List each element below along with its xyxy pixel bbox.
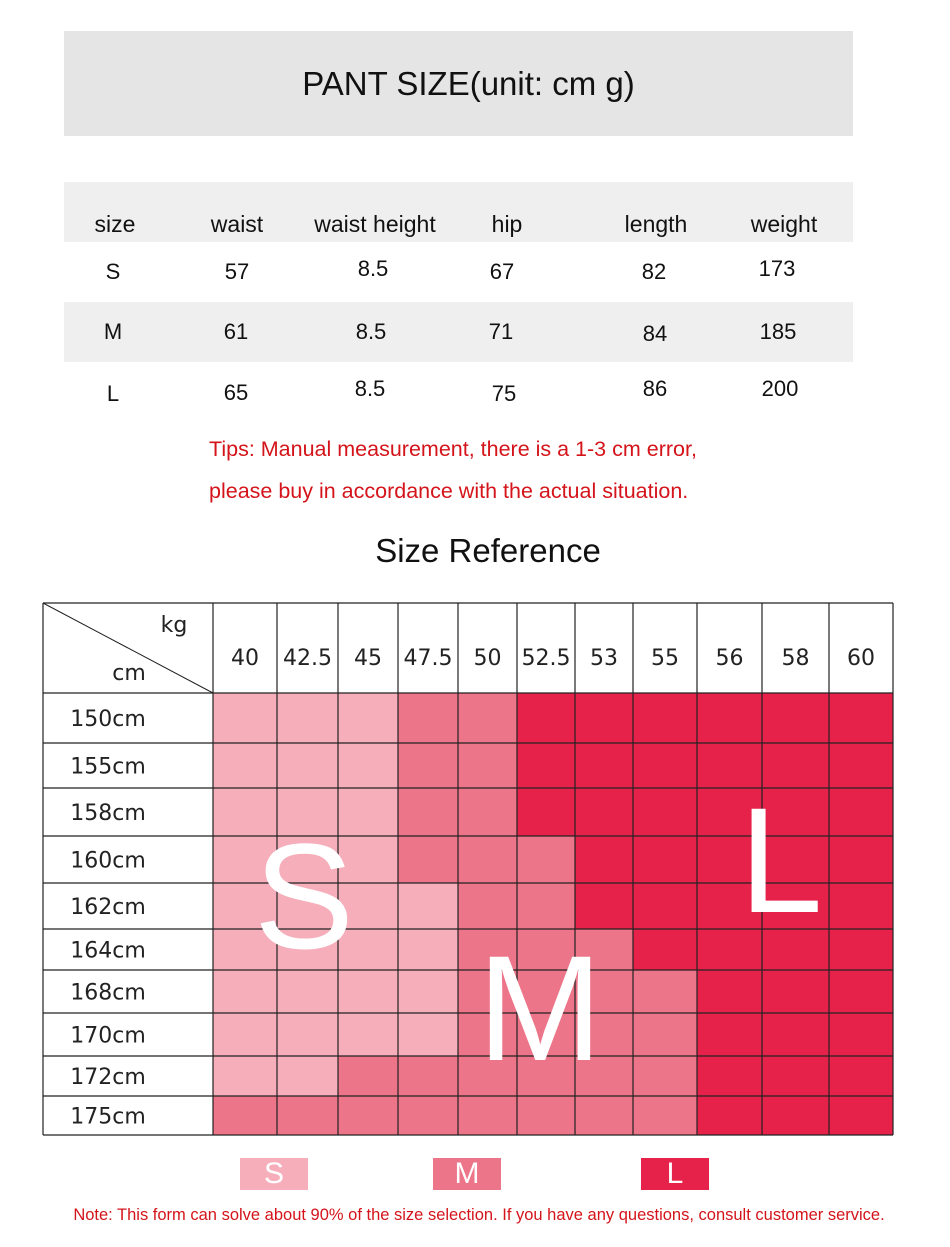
height-label: 160cm <box>70 848 146 874</box>
grid-cell <box>398 693 458 743</box>
grid-cell <box>633 693 697 743</box>
grid-cell <box>697 693 762 743</box>
header-hip: hip <box>491 211 523 237</box>
tips-line-1: Tips: Manual measurement, there is a 1-3 cm error, <box>209 437 697 461</box>
row-m-waist-height: 8.5 <box>355 319 387 344</box>
height-label: 168cm <box>70 980 146 1006</box>
weight-label: 56 <box>715 646 744 671</box>
grid-cell <box>829 929 893 970</box>
grid-cell <box>338 743 398 788</box>
grid-cell <box>277 1013 338 1056</box>
grid-cell <box>762 1013 829 1056</box>
grid-cell <box>458 836 517 883</box>
grid-cell <box>398 929 458 970</box>
grid-cell <box>575 1096 633 1135</box>
weight-label: 53 <box>590 646 618 671</box>
weight-label: 47.5 <box>403 646 453 671</box>
grid-cell <box>277 1056 338 1096</box>
legend-l: L <box>641 1158 709 1190</box>
height-label: 162cm <box>70 895 146 920</box>
row-s-hip: 67 <box>489 259 515 284</box>
grid-cell <box>697 1096 762 1135</box>
grid-cell <box>829 743 893 788</box>
note: Note: This form can solve about 90% of the size selection. If you have any questions, consult customer service. <box>73 1206 885 1224</box>
grid-cell <box>517 788 575 836</box>
grid-cell <box>213 1056 277 1096</box>
grid-cell <box>633 836 697 883</box>
row-s-waist: 57 <box>224 259 250 284</box>
grid-cell <box>575 693 633 743</box>
grid-cell <box>338 1013 398 1056</box>
legend-s: S <box>240 1158 308 1190</box>
grid-cell <box>633 929 697 970</box>
overlay-letter-s: S <box>253 812 355 980</box>
grid-cell <box>213 1096 277 1135</box>
grid-cell <box>338 1096 398 1135</box>
overlay-letter-l: L <box>739 776 823 944</box>
grid-cell <box>633 970 697 1013</box>
row-s-size: S <box>105 259 121 284</box>
grid-cell <box>829 836 893 883</box>
grid-cell <box>829 788 893 836</box>
grid-cell <box>398 883 458 929</box>
height-label: 150cm <box>70 707 146 732</box>
grid-cell <box>762 1056 829 1096</box>
row-l-waist: 65 <box>223 380 249 405</box>
grid-cell <box>633 1013 697 1056</box>
size-reference-title: Size Reference <box>375 532 601 569</box>
row-m-waist: 61 <box>223 319 249 344</box>
grid-cell <box>829 883 893 929</box>
grid-cell <box>517 693 575 743</box>
overlay-letter-m: M <box>477 924 603 1092</box>
grid-cell <box>458 743 517 788</box>
grid-cell <box>277 743 338 788</box>
grid-cell <box>213 693 277 743</box>
row-s-waist-height: 8.5 <box>357 256 389 281</box>
height-label: 170cm <box>70 1023 146 1049</box>
corner-cm-label: cm <box>112 661 146 686</box>
height-label: 175cm <box>70 1104 146 1130</box>
weight-label: 40 <box>231 646 259 671</box>
weight-label: 50 <box>473 646 502 671</box>
row-l-waist-height: 8.5 <box>354 376 386 401</box>
grid-cell <box>398 788 458 836</box>
header-waist: waist <box>210 211 264 237</box>
weight-label: 52.5 <box>521 646 571 671</box>
grid-cell <box>633 788 697 836</box>
header-size: size <box>94 211 136 237</box>
grid-cell <box>633 1056 697 1096</box>
height-label: 155cm <box>70 754 146 780</box>
weight-label: 60 <box>847 646 875 671</box>
page-title: PANT SIZE(unit: cm g) <box>302 64 635 102</box>
corner-kg-label: kg <box>160 613 188 638</box>
grid-cell <box>829 970 893 1013</box>
grid-cell <box>575 743 633 788</box>
height-label: 158cm <box>70 801 146 826</box>
weight-label: 55 <box>651 646 679 671</box>
grid-cell <box>517 743 575 788</box>
row-l-hip: 75 <box>491 381 517 406</box>
grid-cell <box>398 743 458 788</box>
weight-label: 42.5 <box>283 646 332 671</box>
grid-cell <box>575 836 633 883</box>
row-l-weight: 200 <box>761 376 799 401</box>
grid-cell <box>829 1056 893 1096</box>
grid-cell <box>213 1013 277 1056</box>
header-length: length <box>624 211 688 237</box>
grid-cell <box>458 693 517 743</box>
row-m-hip: 71 <box>488 319 514 344</box>
grid-cell <box>762 693 829 743</box>
grid-cell <box>762 970 829 1013</box>
grid-cell <box>277 693 338 743</box>
grid-cell <box>517 883 575 929</box>
legend-m: M <box>433 1158 501 1190</box>
grid-cell <box>458 883 517 929</box>
grid-cell <box>398 970 458 1013</box>
weight-label: 58 <box>781 646 810 671</box>
grid-cell <box>633 883 697 929</box>
grid-cell <box>277 1096 338 1135</box>
grid-cell <box>517 1096 575 1135</box>
grid-cell <box>697 970 762 1013</box>
grid-cell <box>398 1013 458 1056</box>
header-weight: weight <box>750 211 818 237</box>
grid-cell <box>762 1096 829 1135</box>
grid-cell <box>398 1096 458 1135</box>
grid-cell <box>829 1096 893 1135</box>
grid-cell <box>829 693 893 743</box>
grid-cell <box>575 883 633 929</box>
row-s-weight: 173 <box>758 256 796 281</box>
grid-cell <box>697 1056 762 1096</box>
grid-cell <box>633 1096 697 1135</box>
grid-cell <box>697 1013 762 1056</box>
grid-cell <box>213 743 277 788</box>
grid-cell <box>458 788 517 836</box>
height-label: 172cm <box>70 1065 146 1090</box>
grid-cell <box>829 1013 893 1056</box>
height-label: 164cm <box>70 938 146 964</box>
row-l-length: 86 <box>642 376 668 401</box>
grid-cell <box>398 1056 458 1096</box>
row-m-length: 84 <box>642 321 668 346</box>
tips-line-2: please buy in accordance with the actual situation. <box>209 479 689 503</box>
header-waist-height: waist height <box>314 211 436 237</box>
row-l-size: L <box>106 381 120 406</box>
row-m-weight: 185 <box>759 319 797 344</box>
row-m-size: M <box>103 319 123 344</box>
grid-cell <box>458 1096 517 1135</box>
grid-cell <box>398 836 458 883</box>
grid-cell <box>338 693 398 743</box>
grid-cell <box>517 836 575 883</box>
grid-cell <box>633 743 697 788</box>
grid-cell <box>338 1056 398 1096</box>
weight-label: 45 <box>354 646 382 671</box>
row-s-length: 82 <box>641 259 667 284</box>
grid-cell <box>575 788 633 836</box>
